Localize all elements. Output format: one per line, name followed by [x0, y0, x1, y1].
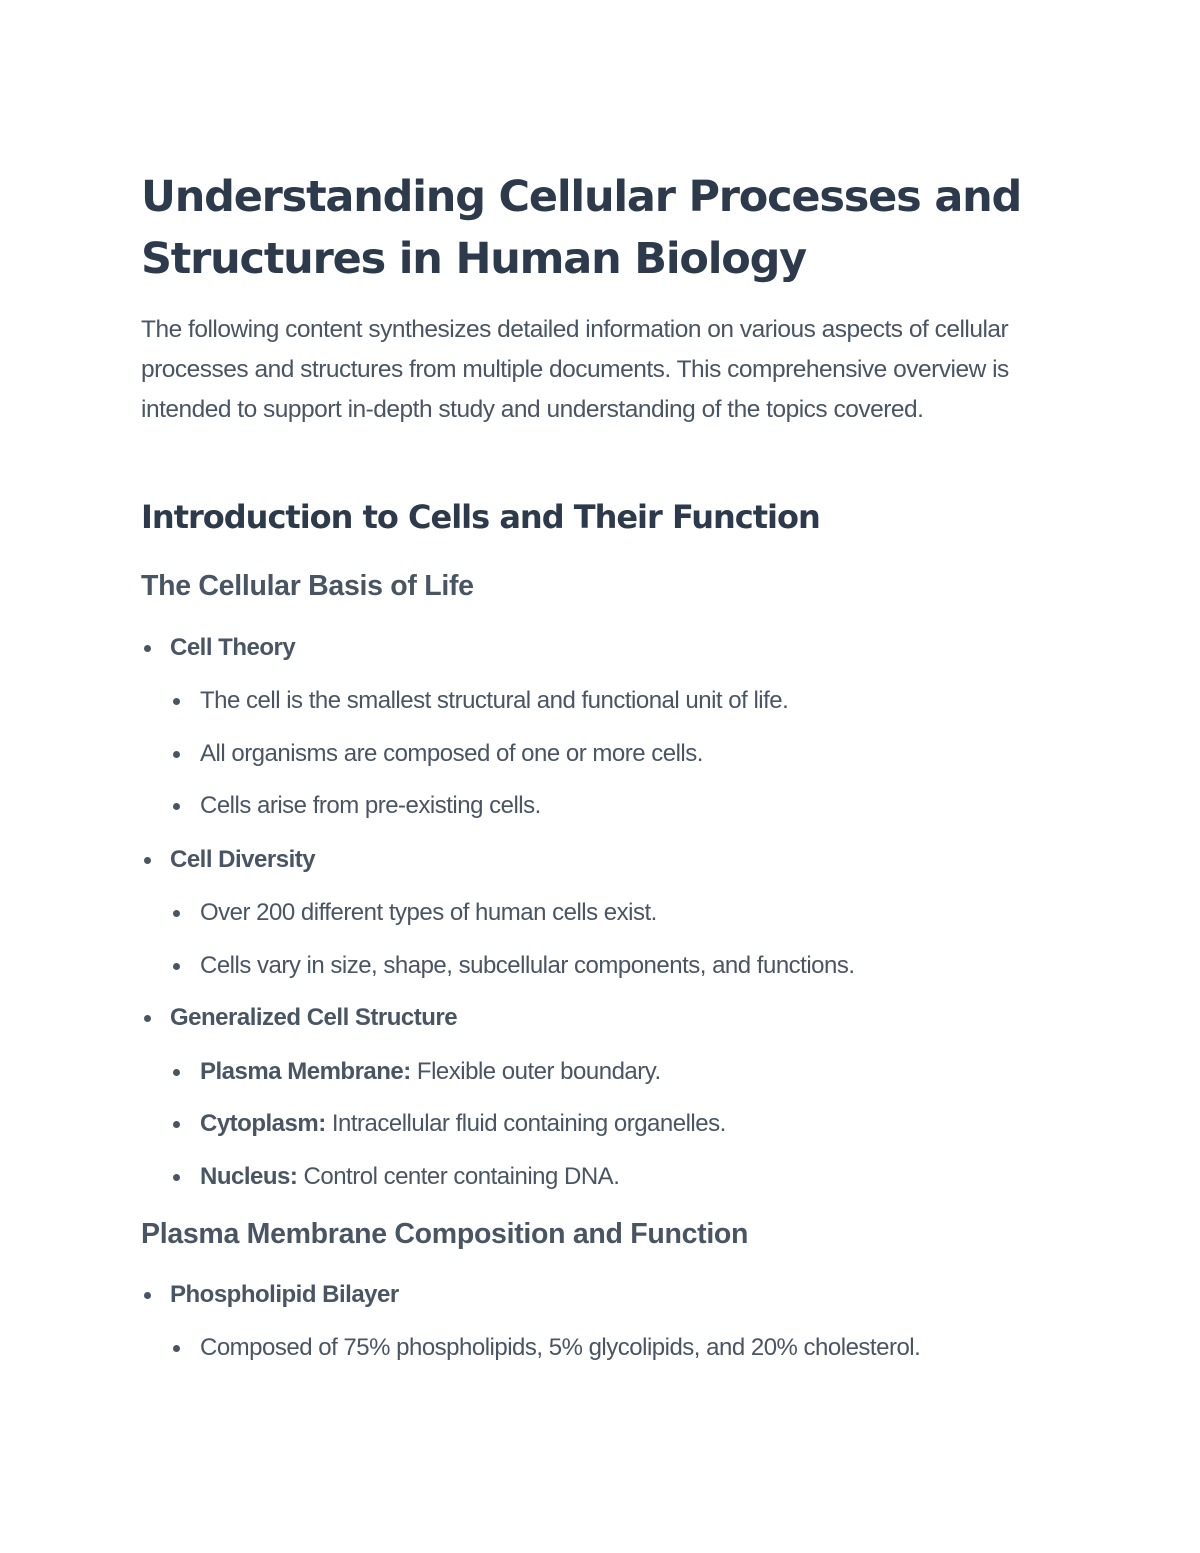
list-item-phospholipid-bilayer: [170, 1278, 399, 1312]
list-item: [200, 789, 541, 823]
list-item: [200, 949, 855, 983]
list-item: [200, 896, 657, 930]
bullet-icon: [173, 1069, 180, 1076]
intro-paragraph: The following content synthesizes detailed information on various aspects of cellular processes and structures from multiple documents. This comprehensive overview is intended to support in-depth study and understanding of the topics covered.: [141, 316, 1009, 423]
bullet-icon: [173, 751, 180, 758]
bullet-icon: [173, 1121, 180, 1128]
list-item: [200, 737, 703, 771]
list-item-text: Cells arise from pre-existing cells.: [200, 792, 541, 819]
bullet-icon: [173, 1174, 180, 1181]
list-item-cell-theory: [170, 631, 295, 665]
list-item-label: Generalized Cell Structure: [170, 1004, 458, 1031]
list-item-term: Nucleus:: [200, 1163, 298, 1190]
bullet-icon: [173, 698, 180, 705]
list-item-nucleus: [200, 1160, 619, 1194]
list-item: [200, 1331, 920, 1365]
bullet-icon: [144, 1015, 151, 1022]
list-item-cytoplasm: [200, 1107, 726, 1141]
list-item-cell-diversity: [170, 843, 315, 877]
list-item-desc: Control center containing DNA.: [297, 1163, 620, 1190]
list-item-text: All organisms are composed of one or more cells.: [200, 740, 703, 767]
bullet-icon: [173, 803, 180, 810]
list-item-label: Cell Diversity: [170, 846, 316, 873]
list-item-term: Cytoplasm:: [200, 1110, 326, 1137]
subsection-heading-plasma-membrane: Plasma Membrane Composition and Function: [141, 1218, 749, 1250]
list-item-term: Plasma Membrane:: [200, 1058, 411, 1085]
bullet-icon: [144, 1292, 151, 1299]
list-item-text: The cell is the smallest structural and functional unit of life.: [200, 687, 789, 714]
list-item-label: Cell Theory: [170, 634, 296, 661]
list-item-generalized-cell-structure: [170, 1001, 457, 1035]
section-heading-introduction: Introduction to Cells and Their Function: [141, 498, 820, 536]
bullet-icon: [173, 1345, 180, 1352]
list-item-desc: Flexible outer boundary.: [410, 1058, 661, 1085]
list-item-text: Composed of 75% phospholipids, 5% glycolipids, and 20% cholesterol.: [200, 1334, 921, 1361]
list-item-plasma-membrane: [200, 1055, 661, 1089]
list-item-desc: Intracellular fluid containing organelles.: [325, 1110, 726, 1137]
bullet-icon: [144, 645, 151, 652]
subsection-heading-cellular-basis: The Cellular Basis of Life: [141, 570, 474, 602]
list-item-label: Phospholipid Bilayer: [170, 1281, 399, 1308]
list-item: [200, 684, 788, 718]
list-item-text: Over 200 different types of human cells exist.: [200, 899, 657, 926]
bullet-icon: [173, 963, 180, 970]
bullet-icon: [144, 857, 151, 864]
list-item-text: Cells vary in size, shape, subcellular components, and functions.: [200, 952, 855, 979]
bullet-icon: [173, 910, 180, 917]
document-title: Understanding Cellular Processes and Structures in Human Biology: [141, 172, 1022, 284]
